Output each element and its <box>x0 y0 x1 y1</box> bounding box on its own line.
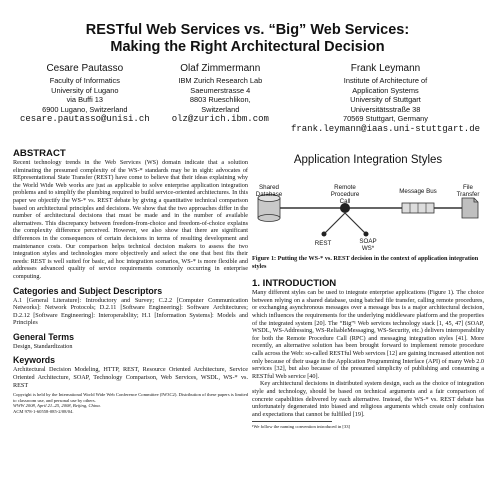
author-affiliation-line: Institute of Architecture of <box>343 76 428 85</box>
rest-branch-line <box>324 213 345 234</box>
author-email: olz@zurich.ibm.com <box>171 114 269 125</box>
message-bus-label: Message Bus <box>399 188 437 195</box>
rpc-label: Remote Procedure Call <box>330 184 360 205</box>
message-bus-icon <box>402 203 434 213</box>
copyright-acm: ACM 978-1-60558-085-2/08/04. <box>13 409 74 415</box>
keywords-text: Architectural Decision Modeling, HTTP, REST, Resource Oriented Architecture, Service Oriented Architecture, SOAP, Technology Comparison, Web Services, WSDL, WS-* vs. REST <box>13 366 248 389</box>
general-terms-text: Design, Standardization <box>13 342 73 350</box>
soap-label: SOAP WS* <box>359 238 377 252</box>
general-terms-heading: General Terms <box>13 331 74 342</box>
author-name: Frank Leymann <box>350 63 421 74</box>
author-3 <box>291 63 480 135</box>
database-icon <box>258 195 280 222</box>
author-affiliation-line: 8803 Rueschlikon, <box>189 95 251 105</box>
author-email: cesare.pautasso@unisi.ch <box>20 114 150 125</box>
rest-node-icon <box>322 232 327 237</box>
author-email: frank.leymann@iaas.uni-stuttgart.de <box>290 123 480 134</box>
figure-caption: Figure 1: Putting the WS-* vs. REST decision in the context of application integration styles <box>252 255 479 270</box>
title-line-2: Making the Right Architectural Decision <box>110 39 385 55</box>
author-affiliation-line: 70569 Stuttgart, Germany <box>342 114 428 124</box>
categories-text: A.1 [General Literature]: Introductory and Survey; C.2.2 [Computer Communication Networks]: Network Protocols; D.2.11 [Software Engineering]: Software Architectures; D.2.12 [Software Engineering]: Interoperability; H.1 [Information Systems]: Models and Principles <box>13 296 248 327</box>
footnote-rule <box>252 421 332 422</box>
author-affiliation-line: University of Lugano <box>51 85 119 95</box>
keywords-heading: Keywords <box>13 355 56 366</box>
title-line-1: RESTful Web Services vs. “Big” Web Services: <box>85 22 410 38</box>
author-affiliation-line: Universitätsstraße 38 <box>350 104 421 114</box>
file-transfer-label: File Transfer <box>456 184 480 198</box>
shared-database-label: Shared Database <box>255 184 283 198</box>
right-column <box>252 148 484 430</box>
abstract-text: Recent technology trends in the Web Services (WS) domain indicate that a solution eliminating the presumed complexity of the WS-* standards may be in sight: advocates of REpresentational State Transfer (REST) have come to believe that their ideas explaining why the World Wide Web works are just as applicable to solve enterprise application integration problems and to simplify the plumbing required to build service-oriented architectures. In this paper we objectify the WS-* vs. REST debate by giving a quantitative technical comparison based on architectural principles and decisions. We show that the two approaches differ in the number of architectural decisions that must be made and in the number of available alternatives. This discrepancy between freedom-from-choice and freedom-of-choice explains the complexity difference perceived. However, we also show that there are significant differences in the consequences of certain decisions in terms of resulting development and maintenance costs. Our comparison helps technical decision makers to assess the two integration styles and technologies more objectively and select the one that best fits their needs: REST is well suited for basic, ad hoc integration scenarios, WS-* is more flexible and addresses advanced quality of service requirements commonly occurring in enterprise computing. <box>13 159 248 280</box>
introduction-paragraph-2: Key architectural decisions in distributed system design, such as the choice of integration style and technology, should be based on technical arguments and a fair comparison of concrete capabilities delivered by each alternative. Instead, the WS-* vs. REST debate has unfortunately degenerated into biased and religious arguments which create only confusion and expectations that cannot be fulfilled [19]. <box>252 380 484 418</box>
author-affiliation-line: Switzerland <box>201 104 240 114</box>
author-affiliation-line: Saeumerstrasse 4 <box>190 85 251 95</box>
introduction-paragraph-1: Many different styles can be used to integrate enterprise applications (Figure 1). The choice between relying on a shared database, using batched file transfer, calling remote procedures, or exchanging asynchronous messages over a message bus is a major architectural decision, which influences the requirements for the underlying middleware platform and the properties of the integrated system [20]. The “Big”¹ Web services technology stack [1, 45, 47] (SOAP, WSDL, WS-Addressing, WS-ReliableMessaging, WS-Security, etc.) delivers interoperability for both the Remote Procedure Call (RPC) and messaging integration styles [41]. More recently, an alternative solution has been brought forward to implement remote procedure calls across the Web: so-called RESTful Web services [12] are gaining increased attention not only because of their usage in the Application Programming Interface (API) of many Web 2.0 services [32], but also because of the presumed simplicity of publishing and consuming a RESTful Web service [40]. <box>252 289 484 380</box>
author-affiliation-line: via Buffi 13 <box>66 95 104 105</box>
author-affiliation-line: 6900 Lugano, Switzerland <box>42 104 128 114</box>
soap-branch-line <box>345 213 366 234</box>
author-name: Cesare Pautasso <box>46 63 124 74</box>
soap-node-icon <box>364 232 369 237</box>
author-2 <box>172 63 269 135</box>
author-1 <box>20 63 150 135</box>
author-affiliation-line: IBM Zurich Research Lab <box>178 76 263 85</box>
author-affiliation-line: Faculty of Informatics <box>49 76 120 85</box>
author-affiliation-line: Application Systems <box>352 85 419 95</box>
rest-label: REST <box>314 240 332 247</box>
author-block <box>20 63 480 135</box>
introduction-heading: 1. INTRODUCTION <box>252 278 337 290</box>
footnote: ¹We follow the naming convention introduced in [33] <box>252 424 351 430</box>
copyright-venue: WWW 2008, April 21–25, 2008, Beijing, China. <box>13 403 101 409</box>
figure-title: Application Integration Styles <box>293 154 443 166</box>
copyright-text: Copyright is held by the International World Wide Web Conference Committee (IW3C2). Distribution of these papers is limited to classroom use, and personal use by others. <box>13 392 248 403</box>
author-affiliation-line: University of Stuttgart <box>350 95 421 105</box>
categories-heading: Categories and Subject Descriptors <box>13 285 163 296</box>
file-icon <box>462 198 478 218</box>
author-name: Olaf Zimmermann <box>180 63 261 74</box>
left-column <box>13 148 248 415</box>
integration-styles-figure <box>252 148 484 253</box>
abstract-heading: ABSTRACT <box>13 148 66 159</box>
